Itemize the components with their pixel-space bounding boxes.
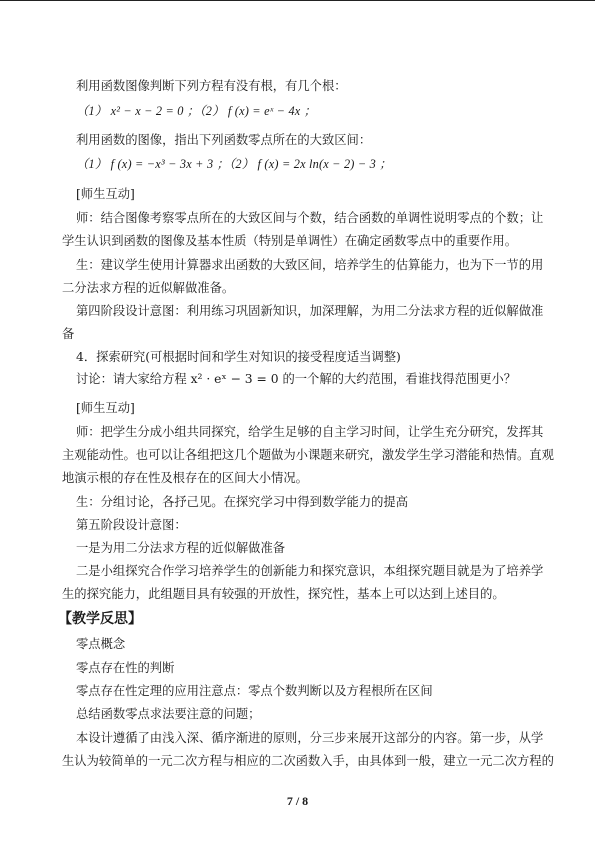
- text-line: 4．探索研究(可根据时间和学生对知识的接受程度适当调整): [76, 350, 401, 364]
- text-line: 利用函数的图像，指出下列函数零点所在的大致区间：: [76, 133, 372, 147]
- text-line: 地演示根的存在性及根存在的区间大小情况。: [62, 471, 308, 485]
- text-line: 一是为用二分法求方程的近似解做准备: [76, 541, 286, 555]
- text-line: 本设计遵循了由浅入深、循序渐进的原则，分三步来展开这部分的内容。第一步，从学: [76, 731, 544, 745]
- section-heading: 【教学反思】: [58, 611, 142, 627]
- text-line: 第五阶段设计意图：: [76, 518, 187, 532]
- equation-line: （1） f (x) = −x³ − 3x + 3 ；（2） f (x) = 2x ln(x − 2) − 3 ；: [76, 157, 392, 171]
- text-line: 备: [62, 327, 75, 341]
- text-line: 师：结合图像考察零点所在的大致区间与个数，结合函数的单调性说明零点的个数；让: [76, 211, 544, 225]
- text-line: 零点概念: [76, 637, 126, 651]
- text-line: 讨论：请大家给方程 x² · eˣ − 3 = 0 的一个解的大约范围，看谁找得范围更小？: [76, 372, 517, 386]
- text-line: [师生互动]: [76, 187, 135, 201]
- page-number: 7 / 8: [286, 794, 309, 808]
- text-line: [师生互动]: [76, 401, 135, 415]
- text-line: 二是小组探究合作学习培养学生的创新能力和探究意识，本组探究题目就是为了培养学: [76, 564, 544, 578]
- text-line: 第四阶段设计意图：利用练习巩固新知识，加深理解，为用二分法求方程的近似解做准: [76, 304, 544, 318]
- text-line: 二分法求方程的近似解做准备。: [62, 281, 235, 295]
- text-line: 利用函数图像判断下列方程有没有根，有几个根：: [76, 79, 347, 93]
- equation-line: （1） x² − x − 2 = 0 ；（2） f (x) = eˣ − 4x ；: [76, 104, 317, 118]
- text-line: 学生认识到函数的图像及基本性质（特别是单调性）在确定函数零点中的重要作用。: [62, 234, 517, 248]
- text-line: 生的探究能力，此组题目具有较强的开放性，探究性，基本上可以达到上述目的。: [62, 587, 505, 601]
- text-line: 师：把学生分成小组共同探究，给学生足够的自主学习时间，让学生充分研究，发挥其: [76, 425, 544, 439]
- text-line: 零点存在性定理的应用注意点：零点个数判断以及方程根所在区间: [76, 684, 433, 698]
- text-line: 零点存在性的判断: [76, 661, 175, 675]
- text-line: 生认为较简单的一元二次方程与相应的二次函数入手，由具体到一般，建立一元二次方程的: [62, 754, 554, 768]
- text-line: 生：分组讨论，各抒己见。在探究学习中得到数学能力的提高: [76, 495, 409, 509]
- text-line: 总结函数零点求法要注意的问题；: [76, 707, 261, 721]
- text-line: 主观能动性。也可以让各组把这几个题做为小课题来研究，激发学生学习潜能和热情。直观: [62, 448, 554, 462]
- text-line: 生：建议学生使用计算器求出函数的大致区间，培养学生的估算能力，也为下一节的用: [76, 258, 544, 272]
- header-rule: [0, 0, 595, 1]
